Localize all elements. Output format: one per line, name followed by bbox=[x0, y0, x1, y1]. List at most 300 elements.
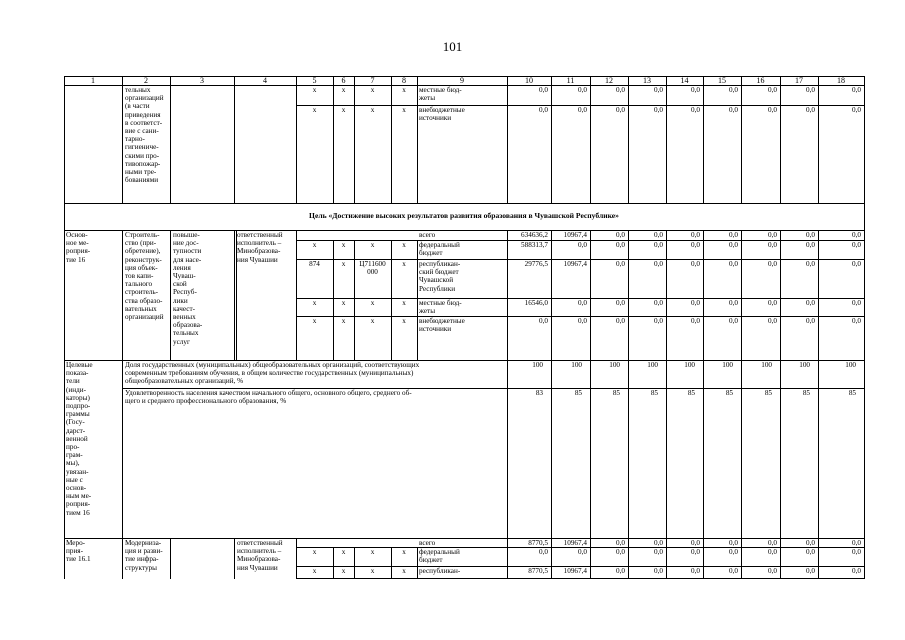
col-rule bbox=[628, 230, 629, 360]
col-rule bbox=[741, 85, 742, 203]
col-rule bbox=[296, 538, 297, 579]
column-number: 4 bbox=[263, 75, 267, 85]
col-rule bbox=[391, 547, 392, 579]
indicator-value: 85 bbox=[574, 389, 582, 397]
value-cell: 0,0 bbox=[852, 539, 861, 547]
indicator-value: 100 bbox=[532, 361, 543, 369]
col-rule bbox=[590, 85, 591, 203]
code-cell: x bbox=[341, 86, 346, 94]
col-rule bbox=[818, 230, 819, 360]
col-rule bbox=[780, 85, 781, 203]
col-rule bbox=[333, 240, 334, 360]
source-cell: источники bbox=[419, 114, 452, 123]
responsible-text: исполнитель – bbox=[237, 239, 282, 248]
col-rule bbox=[170, 85, 171, 203]
value-cell: 0,0 bbox=[616, 299, 625, 307]
col-rule bbox=[551, 360, 552, 538]
indicator-label: (Госу- bbox=[66, 418, 85, 427]
col-rule bbox=[864, 203, 865, 230]
col-rule bbox=[703, 538, 704, 579]
value-cell: 0,0 bbox=[806, 86, 815, 94]
column-number: 5 bbox=[312, 75, 317, 85]
col-rule bbox=[666, 230, 667, 360]
value-cell: 634636,2 bbox=[521, 231, 548, 239]
indicator-text: щего и среднего профессионального образования, % bbox=[125, 397, 287, 406]
column-number: 13 bbox=[643, 75, 651, 85]
col-rule bbox=[741, 230, 742, 360]
code-cell: x bbox=[370, 567, 375, 575]
value-cell: 0,0 bbox=[768, 231, 777, 239]
column-number: 16 bbox=[756, 75, 765, 85]
col-rule bbox=[864, 230, 865, 360]
col-rule bbox=[551, 85, 552, 203]
col-rule bbox=[507, 538, 508, 579]
source-cell: республикан- bbox=[419, 260, 461, 268]
col-rule bbox=[417, 85, 418, 203]
column-number: 14 bbox=[680, 75, 689, 85]
code-cell: x bbox=[402, 86, 406, 94]
source-cell: местные бюд- bbox=[419, 299, 462, 307]
header-col-rule bbox=[818, 76, 819, 85]
value-cell: 0,0 bbox=[691, 317, 700, 325]
row-rule bbox=[296, 547, 864, 548]
activity-name-text: (в части bbox=[125, 102, 150, 111]
value-cell: 10967,4 bbox=[563, 260, 587, 268]
indicator-label: тием 16 bbox=[66, 508, 90, 517]
indicator-label: тели bbox=[66, 377, 80, 386]
col-rule bbox=[354, 547, 355, 579]
value-cell: 0,0 bbox=[852, 299, 861, 307]
value-cell: 0,0 bbox=[768, 539, 777, 547]
code-cell: x bbox=[402, 317, 406, 325]
value-cell: 0,0 bbox=[729, 548, 738, 556]
col-rule bbox=[507, 360, 508, 538]
column-number: 12 bbox=[605, 75, 613, 85]
col-rule bbox=[296, 230, 297, 360]
value-cell: 10967,4 bbox=[563, 231, 587, 239]
col-rule bbox=[590, 538, 591, 579]
code-cell: x bbox=[370, 106, 375, 114]
row-rule bbox=[296, 240, 864, 241]
value-cell: 0,0 bbox=[578, 548, 587, 556]
indicator-label: граммы bbox=[66, 410, 90, 419]
col-rule bbox=[818, 360, 819, 538]
activity-name-text: скими про- bbox=[125, 151, 160, 160]
activity-name-text: тельных bbox=[125, 86, 151, 94]
value-cell: 0,0 bbox=[654, 231, 663, 239]
value-cell: 0,0 bbox=[691, 567, 700, 575]
responsible-text: ния Чувашии bbox=[237, 255, 278, 264]
source-cell: федеральный bbox=[419, 548, 460, 556]
col-rule bbox=[628, 538, 629, 579]
col-rule bbox=[703, 85, 704, 203]
goal-text: тельных bbox=[173, 329, 199, 338]
activity-name-text: тие инфра- bbox=[125, 555, 159, 564]
value-cell: 0,0 bbox=[691, 106, 700, 114]
responsible-text: Минобразова- bbox=[237, 247, 281, 256]
code-cell: x bbox=[312, 567, 317, 575]
value-cell: 0,0 bbox=[729, 539, 738, 547]
value-cell: 0,0 bbox=[852, 317, 861, 325]
activity-name-text: вие с сани- bbox=[125, 127, 159, 135]
value-cell: 0,0 bbox=[729, 241, 738, 249]
goal-text: качест- bbox=[173, 304, 195, 313]
col-rule bbox=[703, 230, 704, 360]
col-rule bbox=[234, 230, 235, 360]
header-col-rule bbox=[122, 76, 123, 85]
source-cell: всего bbox=[419, 231, 436, 239]
col-rule bbox=[628, 360, 629, 538]
value-cell: 0,0 bbox=[691, 86, 700, 94]
value-cell: 8770,5 bbox=[528, 567, 548, 575]
col-rule bbox=[64, 360, 65, 538]
value-cell: 0,0 bbox=[768, 241, 777, 249]
col-rule bbox=[64, 230, 65, 360]
indicator-label: каторы) bbox=[66, 393, 90, 402]
col-rule bbox=[780, 360, 781, 538]
activity-name-text: Строитель- bbox=[125, 231, 160, 239]
goal-text: ской bbox=[173, 280, 187, 289]
header-col-rule bbox=[170, 76, 171, 85]
value-cell: 0,0 bbox=[768, 260, 777, 268]
value-cell: 0,0 bbox=[806, 317, 815, 325]
value-cell: 0,0 bbox=[691, 299, 700, 307]
goal-text: услуг bbox=[173, 337, 190, 346]
code-cell: x bbox=[341, 317, 346, 325]
activity-name-text: тального bbox=[125, 280, 153, 289]
column-number: 3 bbox=[200, 75, 204, 85]
source-cell: всего bbox=[419, 539, 436, 547]
col-rule bbox=[354, 85, 355, 203]
column-number: 9 bbox=[460, 75, 464, 85]
col-rule bbox=[391, 240, 392, 360]
col-rule bbox=[666, 538, 667, 579]
value-cell: 0,0 bbox=[654, 567, 663, 575]
code-cell: x bbox=[402, 106, 406, 114]
value-cell: 588313,7 bbox=[521, 241, 548, 249]
value-cell: 0,0 bbox=[852, 86, 861, 94]
activity-label: тие 16 bbox=[66, 255, 86, 264]
code-cell: 000 bbox=[367, 268, 378, 277]
code-cell: x bbox=[402, 299, 406, 307]
activity-label: ное ме- bbox=[66, 239, 89, 248]
value-cell: 0,0 bbox=[691, 231, 700, 239]
code-cell: x bbox=[341, 260, 346, 268]
source-cell: Чувашской bbox=[419, 276, 454, 285]
indicator-value: 85 bbox=[687, 389, 695, 397]
col-rule bbox=[122, 360, 123, 538]
row-rule bbox=[296, 259, 864, 260]
value-cell: 0,0 bbox=[654, 86, 663, 94]
value-cell: 0,0 bbox=[654, 299, 663, 307]
value-cell: 0,0 bbox=[852, 106, 861, 114]
code-cell: x bbox=[341, 241, 346, 249]
code-cell: 874 bbox=[309, 260, 320, 268]
value-cell: 0,0 bbox=[616, 539, 625, 547]
value-cell: 0,0 bbox=[806, 548, 815, 556]
col-rule bbox=[391, 85, 392, 203]
activity-name-text: реконструк- bbox=[125, 255, 162, 264]
activity-name-text: организаций bbox=[125, 94, 164, 103]
activity-name-text: приведения bbox=[125, 110, 161, 119]
activity-name-text: тивопожар- bbox=[125, 159, 161, 168]
indicator-text: современным требованиям обучения, в общем количестве государственных (муниципальных) bbox=[125, 369, 414, 378]
value-cell: 16546,0 bbox=[524, 299, 548, 307]
col-rule bbox=[590, 360, 591, 538]
value-cell: 0,0 bbox=[654, 241, 663, 249]
source-cell: местные бюд- bbox=[419, 86, 462, 94]
col-rule bbox=[122, 230, 123, 360]
indicator-label: основ- bbox=[66, 484, 87, 492]
code-cell: x bbox=[312, 548, 317, 556]
responsible-text: ния Чувашии bbox=[237, 563, 278, 572]
column-number: 8 bbox=[402, 75, 406, 85]
col-rule bbox=[818, 538, 819, 579]
goal-text: Респуб- bbox=[173, 288, 197, 297]
value-cell: 0,0 bbox=[616, 241, 625, 249]
value-cell: 0,0 bbox=[654, 260, 663, 268]
activity-name-text: структуры bbox=[125, 563, 157, 572]
source-cell: жеты bbox=[419, 94, 436, 103]
header-col-rule bbox=[333, 76, 334, 85]
value-cell: 0,0 bbox=[578, 299, 587, 307]
goal-text: лики bbox=[173, 296, 188, 305]
column-number: 18 bbox=[837, 75, 845, 85]
code-cell: x bbox=[370, 86, 375, 94]
indicator-value: 85 bbox=[764, 389, 772, 397]
code-cell: x bbox=[370, 317, 375, 325]
value-cell: 0,0 bbox=[768, 567, 777, 575]
header-col-rule bbox=[354, 76, 355, 85]
value-cell: 0,0 bbox=[806, 299, 815, 307]
indicator-text: Удовлетворенность населения качеством начального общего, основного общего, среднего об- bbox=[125, 389, 412, 397]
goal-text: повыше- bbox=[173, 231, 200, 239]
col-rule bbox=[507, 230, 508, 360]
source-cell: Республики bbox=[419, 284, 456, 293]
indicator-value: 100 bbox=[684, 361, 695, 369]
activity-name-text: ство (при- bbox=[125, 239, 157, 248]
indicator-value: 100 bbox=[609, 361, 620, 369]
col-rule bbox=[354, 240, 355, 360]
value-cell: 0,0 bbox=[768, 106, 777, 114]
col-rule bbox=[122, 85, 123, 203]
responsible-text: исполнитель – bbox=[237, 547, 282, 556]
activity-name-text: строитель- bbox=[125, 288, 159, 297]
col-rule bbox=[333, 547, 334, 579]
indicator-label: ные с bbox=[66, 475, 83, 484]
value-cell: 0,0 bbox=[729, 231, 738, 239]
activity-name-text: ция и разви- bbox=[125, 547, 163, 556]
header-col-rule bbox=[741, 76, 742, 85]
value-cell: 0,0 bbox=[806, 231, 815, 239]
value-cell: 0,0 bbox=[616, 548, 625, 556]
activity-name-text: бованиями bbox=[125, 176, 159, 185]
column-number: 1 bbox=[91, 75, 95, 85]
col-rule bbox=[666, 360, 667, 538]
indicator-label: подпро- bbox=[66, 402, 91, 410]
col-rule bbox=[64, 538, 65, 579]
value-cell: 0,0 bbox=[539, 548, 548, 556]
column-number: 10 bbox=[525, 75, 533, 85]
value-cell: 0,0 bbox=[806, 539, 815, 547]
code-cell: x bbox=[341, 548, 346, 556]
value-cell: 0,0 bbox=[806, 106, 815, 114]
header-col-rule bbox=[234, 76, 235, 85]
header-col-rule bbox=[628, 76, 629, 85]
column-number: 17 bbox=[795, 75, 803, 85]
source-cell: ский бюджет bbox=[419, 268, 459, 277]
header-col-rule bbox=[64, 76, 65, 85]
code-cell: Ц711600 bbox=[359, 260, 386, 268]
value-cell: 0,0 bbox=[654, 548, 663, 556]
value-cell: 0,0 bbox=[654, 317, 663, 325]
activity-name-text: тов капи- bbox=[125, 272, 154, 280]
value-cell: 0,0 bbox=[539, 86, 548, 94]
value-cell: 0,0 bbox=[616, 567, 625, 575]
code-cell: x bbox=[370, 299, 375, 307]
goal-text: образова- bbox=[173, 321, 203, 330]
indicator-label: Целевые bbox=[66, 361, 93, 369]
indicator-value: 100 bbox=[647, 361, 658, 369]
activity-name-text: гигиениче- bbox=[125, 143, 159, 152]
header-col-rule bbox=[780, 76, 781, 85]
code-cell: x bbox=[402, 567, 406, 575]
source-cell: внебюджетные bbox=[419, 317, 465, 325]
activity-name-text: ства образо- bbox=[125, 296, 163, 305]
value-cell: 0,0 bbox=[852, 567, 861, 575]
col-rule bbox=[333, 85, 334, 203]
indicator-text: Доля государственных (муниципальных) общеобразовательных организаций, соответствующих bbox=[125, 361, 420, 369]
value-cell: 0,0 bbox=[729, 567, 738, 575]
col-rule bbox=[234, 85, 235, 203]
indicator-value: 100 bbox=[761, 361, 772, 369]
value-cell: 0,0 bbox=[691, 548, 700, 556]
indicator-value: 85 bbox=[725, 389, 733, 397]
value-cell: 10967,4 bbox=[563, 567, 587, 575]
column-number: 7 bbox=[370, 75, 375, 85]
col-rule bbox=[703, 360, 704, 538]
indicator-label: про- bbox=[66, 443, 80, 451]
value-cell: 0,0 bbox=[852, 231, 861, 239]
value-cell: 8770,5 bbox=[528, 539, 548, 547]
row-rule bbox=[296, 105, 864, 106]
source-cell: бюджет bbox=[419, 249, 443, 258]
responsible-text: ответственный bbox=[237, 231, 283, 239]
header-col-rule bbox=[391, 76, 392, 85]
indicator-value: 100 bbox=[722, 361, 733, 369]
activity-name-text: ными тре- bbox=[125, 168, 157, 176]
goal-text: венных bbox=[173, 313, 196, 321]
indicator-label: увязан- bbox=[66, 467, 89, 476]
col-rule bbox=[780, 538, 781, 579]
value-cell: 0,0 bbox=[578, 241, 587, 249]
value-cell: 0,0 bbox=[539, 317, 548, 325]
activity-label: Меро- bbox=[66, 539, 86, 547]
value-cell: 0,0 bbox=[729, 317, 738, 325]
source-cell: республикан- bbox=[419, 567, 461, 575]
activity-name-text: организаций bbox=[125, 313, 164, 321]
value-cell: 0,0 bbox=[578, 86, 587, 94]
code-cell: x bbox=[312, 241, 317, 249]
indicator-text: общеобразовательных организаций, % bbox=[125, 377, 244, 386]
indicator-label: дарст- bbox=[66, 426, 86, 435]
value-cell: 0,0 bbox=[852, 260, 861, 268]
activity-label: Основ- bbox=[66, 231, 88, 239]
indicator-value: 85 bbox=[848, 389, 856, 397]
code-cell: x bbox=[402, 548, 406, 556]
row-rule bbox=[296, 298, 864, 299]
header-col-rule bbox=[551, 76, 552, 85]
activity-name-text: Модерниза- bbox=[125, 539, 162, 547]
value-cell: 0,0 bbox=[616, 86, 625, 94]
table-bottom-rule bbox=[296, 578, 864, 579]
value-cell: 0,0 bbox=[616, 231, 625, 239]
activity-name-text: обретение), bbox=[125, 247, 161, 256]
code-cell: x bbox=[341, 106, 346, 114]
activity-name-text: в соответст- bbox=[125, 118, 163, 127]
indicator-value: 100 bbox=[845, 361, 856, 369]
indicator-value: 100 bbox=[799, 361, 810, 369]
code-cell: x bbox=[312, 106, 317, 114]
value-cell: 0,0 bbox=[768, 86, 777, 94]
indicator-label: показа- bbox=[66, 369, 89, 378]
col-rule bbox=[666, 85, 667, 203]
col-rule bbox=[864, 538, 865, 579]
col-rule bbox=[507, 85, 508, 203]
col-rule bbox=[122, 538, 123, 579]
value-cell: 0,0 bbox=[616, 106, 625, 114]
indicator-label: ным ме- bbox=[66, 492, 92, 501]
value-cell: 0,0 bbox=[729, 106, 738, 114]
value-cell: 10967,4 bbox=[563, 539, 587, 547]
indicator-value: 100 bbox=[571, 361, 582, 369]
col-rule bbox=[417, 547, 418, 579]
value-cell: 0,0 bbox=[768, 317, 777, 325]
source-cell: внебюджетные bbox=[419, 106, 465, 114]
col-rule bbox=[551, 538, 552, 579]
col-rule bbox=[864, 360, 865, 538]
value-cell: 0,0 bbox=[691, 539, 700, 547]
goal-text: ления bbox=[173, 263, 191, 272]
value-cell: 0,0 bbox=[578, 317, 587, 325]
header-col-rule bbox=[590, 76, 591, 85]
col-rule bbox=[864, 85, 865, 203]
code-cell: x bbox=[341, 299, 346, 307]
code-cell: x bbox=[402, 241, 406, 249]
activity-name-text: тарно- bbox=[125, 135, 145, 144]
row-rule bbox=[296, 566, 864, 567]
responsible-text: ответственный bbox=[237, 539, 283, 547]
value-cell: 0,0 bbox=[539, 106, 548, 114]
block-a-bottom-rule bbox=[64, 203, 864, 204]
goal-text: тупности bbox=[173, 247, 202, 256]
indicator-value: 85 bbox=[650, 389, 658, 397]
value-cell: 0,0 bbox=[578, 106, 587, 114]
col-rule bbox=[170, 538, 171, 579]
indicator-label: роприя- bbox=[66, 500, 91, 509]
code-cell: x bbox=[312, 317, 317, 325]
code-cell: x bbox=[312, 86, 317, 94]
value-cell: 0,0 bbox=[729, 86, 738, 94]
source-cell: жеты bbox=[419, 307, 436, 316]
header-col-rule bbox=[703, 76, 704, 85]
row-rule bbox=[122, 388, 864, 389]
col-rule bbox=[551, 230, 552, 360]
column-number: 11 bbox=[566, 75, 575, 85]
indicator-value: 83 bbox=[535, 389, 543, 397]
indicator-value: 85 bbox=[802, 389, 810, 397]
value-cell: 0,0 bbox=[768, 548, 777, 556]
